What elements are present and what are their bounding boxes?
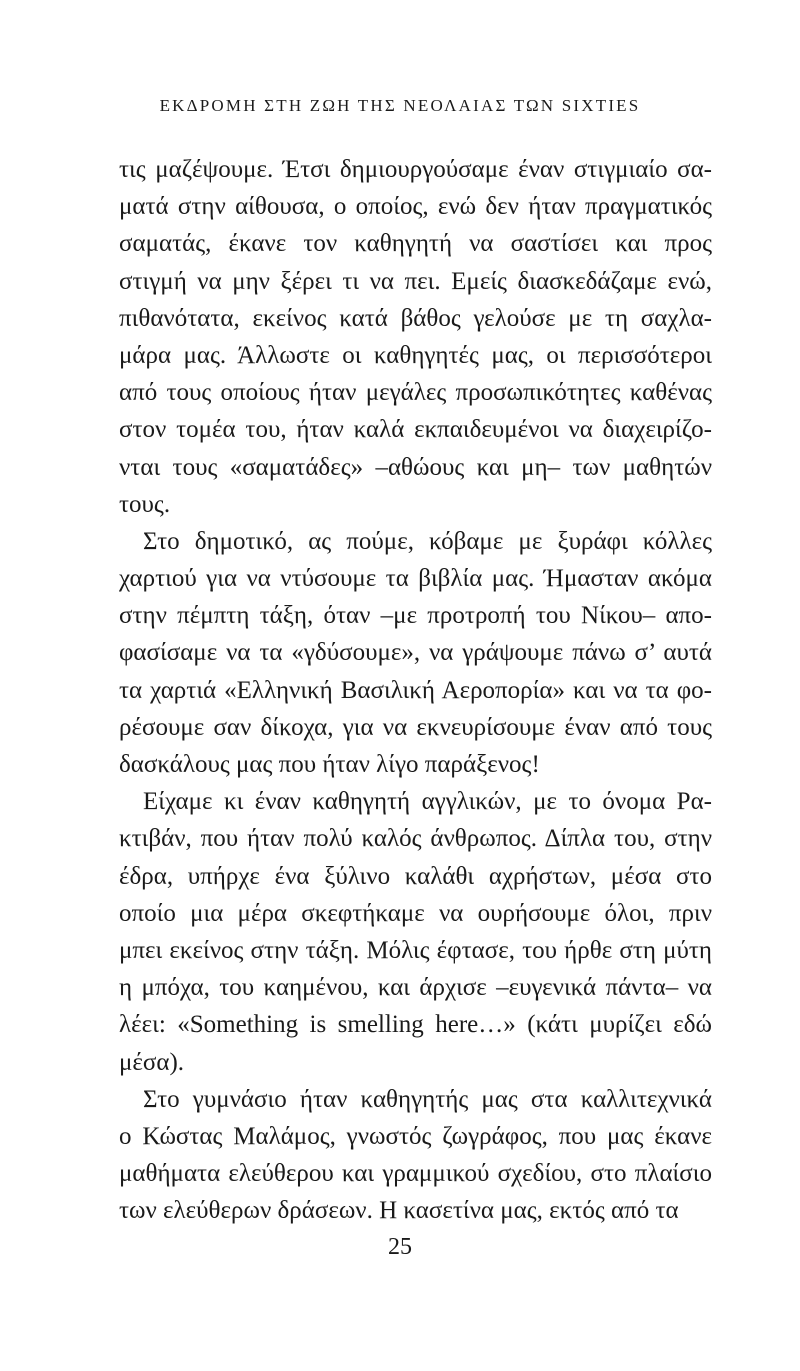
- text-line: έδρα, υπήρχε ένα ξύλινο καλάθι αχρήστων, μέσα στο: [119, 862, 712, 890]
- text-line: Στο δημοτικό, ας πούμε, κόβαμε με ξυράφι κόλλες: [143, 527, 712, 555]
- text-line: μπει εκείνος στην τάξη. Μόλις έφτασε, του ήρθε στη μύτη: [119, 936, 712, 964]
- text-line: τις μαζέψουμε. Έτσι δημιουργούσαμε έναν στιγμιαίο σα-: [119, 156, 712, 183]
- text-line: στον τομέα του, ήταν καλά εκπαιδευμένοι να διαχειρίζο-: [119, 416, 712, 444]
- text-line: δασκάλους μας που ήταν λίγο παράξενος!: [119, 751, 540, 778]
- text-line: οποίο μια μέρα σκεφτήκαμε να ουρήσουμε όλοι, πριν: [119, 899, 712, 927]
- text-line: ματά στην αίθουσα, ο οποίος, ενώ δεν ήταν πραγματικός: [119, 193, 712, 221]
- text-line: ρέσουμε σαν δίκοχα, για να εκνευρίσουμε έναν από τους: [119, 713, 712, 741]
- text-line: μέσα).: [119, 1048, 185, 1076]
- text-line: τα χαρτιά «Ελληνική Βασιλική Αεροπορία» και να τα φο-: [119, 676, 712, 704]
- running-head: ΕΚΔΡΟΜΗ ΣΤΗ ΖΩΗ ΤΗΣ ΝΕΟΛΑΙΑΣ ΤΩΝ SIXTIES: [159, 96, 641, 115]
- text-line: από τους οποίους ήταν μεγάλες προσωπικότητες καθένας: [119, 379, 712, 407]
- text-line: χαρτιού για να ντύσουμε τα βιβλία μας. Ήμασταν ακόμα: [119, 565, 712, 593]
- paragraph: [119, 151, 712, 523]
- text-line: μαθήματα ελεύθερου και γραμμικού σχεδίου, στο πλαίσιο: [119, 1160, 712, 1188]
- text-line: νται τους «σαματάδες» –αθώους και μη– των μαθητών: [119, 453, 712, 481]
- text-line: σαματάς, έκανε τον καθηγητή να σαστίσει και προς: [119, 230, 712, 258]
- text-line: πιθανότατα, εκείνος κατά βάθος γελούσε με τη σαχλα-: [119, 304, 712, 332]
- paragraph: [119, 783, 712, 1081]
- text-line: η μπόχα, του καημένου, και άρχισε –ευγενικά πάντα– να: [119, 974, 712, 1002]
- text-line: Στο γυμνάσιο ήταν καθηγητής μας στα καλλιτεχνικά: [143, 1085, 712, 1113]
- text-line: Είχαμε κι έναν καθηγητή αγγλικών, με το όνομα Ρα-: [143, 788, 712, 816]
- paragraph: [119, 523, 712, 783]
- page-number: 25: [388, 1234, 412, 1260]
- text-line: λέει: «Something is smelling here…» (κάτι μυρίζει εδώ: [119, 1011, 712, 1039]
- paragraph: [119, 1081, 712, 1230]
- text-line: στην πέμπτη τάξη, όταν –με προτροπή του Νίκου– απο-: [119, 602, 712, 630]
- text-line: των ελεύθερων δράσεων. Η κασετίνα μας, εκτός από τα: [119, 1197, 679, 1225]
- text-line: ο Κώστας Μαλάμος, γνωστός ζωγράφος, που μας έκανε: [119, 1122, 712, 1150]
- text-line: μάρα μας. Άλλωστε οι καθηγητές μας, οι περισσότεροι: [119, 341, 712, 369]
- text-line: τους.: [119, 490, 171, 518]
- text-line: στιγμή να μην ξέρει τι να πει. Εμείς διασκεδάζαμε ενώ,: [119, 267, 712, 295]
- text-line: κτιβάν, που ήταν πολύ καλός άνθρωπος. Δίπλα του, στην: [119, 825, 712, 853]
- body-text: [119, 151, 712, 1229]
- text-line: φασίσαμε να τα «γδύσουμε», να γράψουμε πάνω σ’ αυτά: [119, 639, 712, 667]
